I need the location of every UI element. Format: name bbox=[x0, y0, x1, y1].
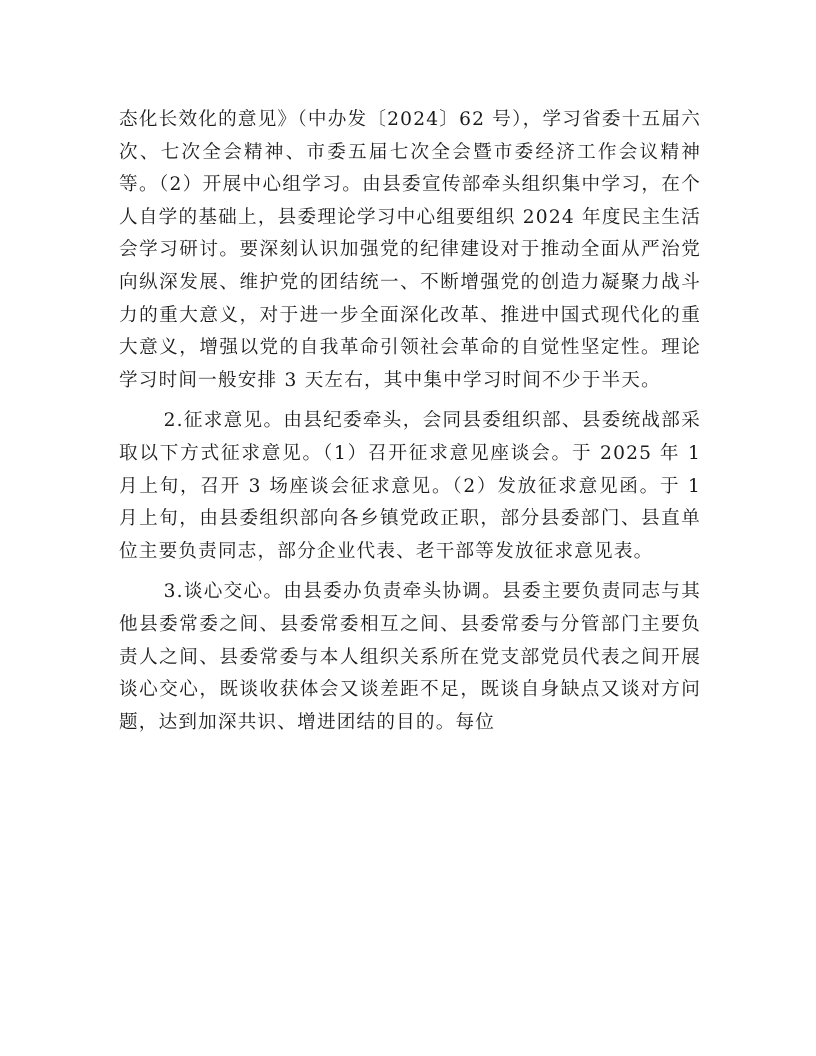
paragraph-study-continued: 态化长效化的意见》（中办发〔2024〕62 号），学习省委十五届六次、七次全会精神、市委五届七次全会暨市委经济工作会议精神等。（2）开展中心组学习。由县委宣传部牵头组织集中学习，在个人自学的基础上，县委理论学习中心组要组织 2024 年度民主生活会学习研讨。要深刻认识加强党的纪律建设对于推动全面从严治党向纵深发展、维护党的团结统一、不断增强党的创造力凝聚力战斗力的重大意义，对于进一步全面深化改革、推进中国式现代化的重大意义，增强以党的自我革命引领社会革命的自觉性坚定性。理论学习时间一般安排 3 天左右，其中集中学习时间不少于半天。 bbox=[119, 109, 701, 391]
paragraph-heart-to-heart-talks: 3.谈心交心。由县委办负责牵头协调。县委主要负责同志与其他县委常委之间、县委常委相互之间、县委常委与分管部门主要负责人之间、县委常委与本人组织关系所在党支部党员代表之间开展谈心交心，既谈收获体会又谈差距不足，既谈自身缺点又谈对方问题，达到加深共识、增进团结的目的。每位 bbox=[119, 581, 701, 733]
document-body bbox=[119, 104, 701, 739]
paragraph-solicit-opinions: 2.征求意见。由县纪委牵头，会同县委组织部、县委统战部采取以下方式征求意见。（1）召开征求意见座谈会。于 2025 年 1 月上旬，召开 3 场座谈会征求意见。（2）发放征求意见函。于 1 月上旬，由县委组织部向各乡镇党政正职，部分县委部门、县直单位主要负责同志，部分企业代表、老干部等发放征求意见表。 bbox=[119, 410, 701, 562]
